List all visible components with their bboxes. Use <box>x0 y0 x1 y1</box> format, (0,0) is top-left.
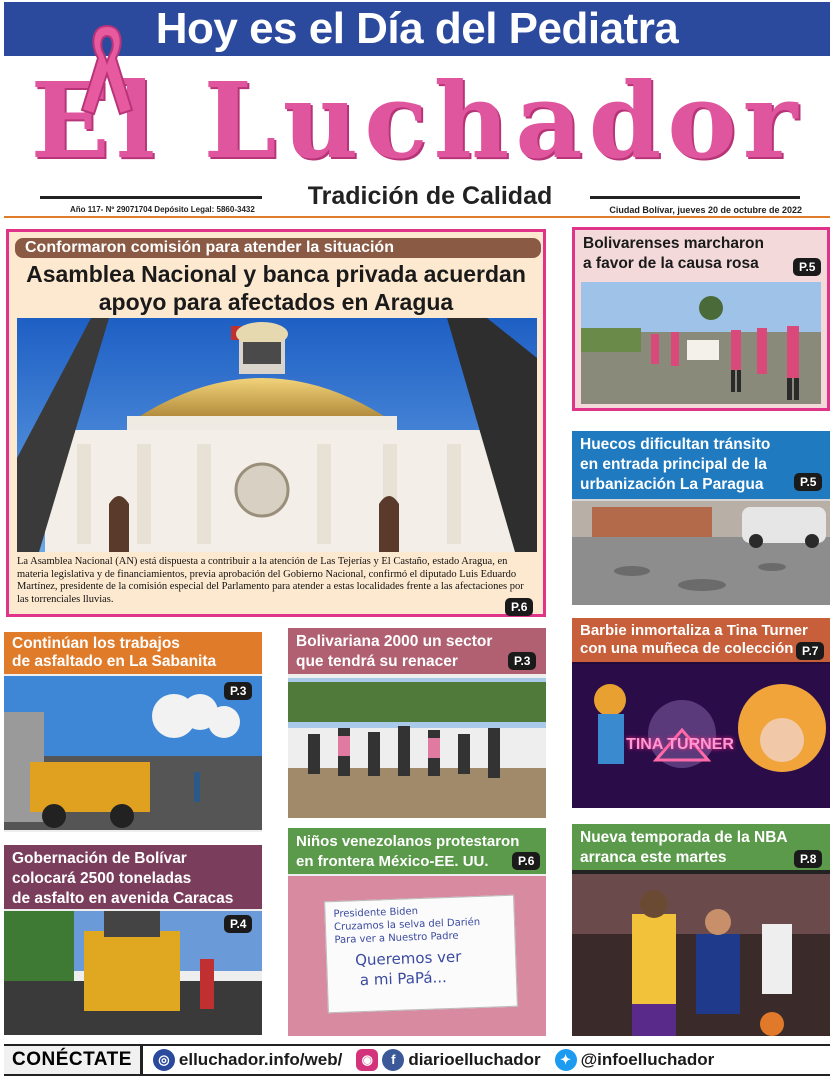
huecos-page-badge: P.5 <box>794 473 822 491</box>
barbie-headline-line-1: Barbie inmortaliza a Tina Turner <box>580 622 808 639</box>
huecos-headline-line-1: Huecos dificultan tránsito <box>580 436 771 453</box>
rosa-headline-line-2: a favor de la causa rosa <box>583 255 759 272</box>
tagline: Tradición de Calidad <box>307 182 553 210</box>
issue-date: Ciudad Bolívar, jueves 20 de octubre de 2022 <box>609 205 802 215</box>
footer-social-text: diarioelluchador <box>408 1050 541 1069</box>
nba-headline-line-2: arranca este martes <box>580 849 727 866</box>
main-kicker: Conformaron comisión para atender la situación <box>15 238 541 258</box>
sign-line-4: Queremos ver <box>354 947 462 970</box>
footer-social-link[interactable] <box>356 1049 540 1071</box>
barbie-doll-photo <box>572 664 830 808</box>
ninos-headline <box>288 828 546 874</box>
footer-bar <box>4 1044 830 1076</box>
rosa-headline-line-1: Bolivarenses marcharon <box>583 235 764 252</box>
footer-twitter-text: @infoelluchador <box>580 1050 715 1069</box>
footer-twitter-link[interactable] <box>555 1049 715 1071</box>
gobernacion-headline-line-2: colocará 2500 toneladas <box>12 870 192 887</box>
bolivariana-headline <box>288 628 546 674</box>
rosa-march-photo <box>581 282 821 404</box>
sabanita-page-badge: P.3 <box>224 682 252 700</box>
sabanita-headline-line-2: de asfaltado en La Sabanita <box>12 653 217 670</box>
story-nba[interactable] <box>572 824 830 1036</box>
bolivariana-page-badge: P.3 <box>508 652 536 670</box>
story-bolivariana[interactable] <box>288 628 546 818</box>
sign-line-2: Cruzamos la selva del Darién <box>333 916 481 934</box>
barbie-headline-line-2: con una muñeca de colección <box>580 640 794 657</box>
ninos-protest-photo <box>288 876 546 1036</box>
ninos-page-badge: P.6 <box>512 852 540 870</box>
tagline-rule-left <box>40 196 262 199</box>
huecos-headline-line-2: en entrada principal de la <box>580 456 767 473</box>
ninos-headline-line-2: en frontera México-EE. UU. <box>296 853 489 870</box>
barbie-headline <box>572 618 830 662</box>
main-story[interactable] <box>6 229 546 617</box>
nba-page-badge: P.8 <box>794 850 822 868</box>
huecos-headline-line-3: urbanización La Paragua <box>580 476 764 493</box>
story-gobernacion[interactable] <box>4 845 262 1035</box>
sign-line-3: Para ver a Nuestro Padre <box>334 930 459 947</box>
gobernacion-headline <box>4 845 262 909</box>
asamblea-photo <box>17 318 537 552</box>
gobernacion-headline-line-1: Gobernación de Bolívar <box>12 850 187 867</box>
main-caption: La Asamblea Nacional (AN) está dispuesta a contribuir a la atención de Las Tejerías y El Castaño, estado Aragua, en materia legislativa y de financiamientos, previa aprobación del Gobierno Nacional, confirmó el diputado Luis Eduardo Martínez, presidente de la comisión especial del Parlamento para atender a estas localidades frente a las afectaciones por las torrenciales lluvias. <box>17 556 524 605</box>
twitter-icon: ✦ <box>555 1049 577 1071</box>
header-rule <box>4 216 830 218</box>
tagline-rule-right <box>590 196 800 199</box>
main-headline-line-1: Asamblea Nacional y banca privada acuerdan <box>26 261 526 287</box>
story-huecos[interactable] <box>572 431 830 605</box>
globe-icon: ◎ <box>153 1049 175 1071</box>
story-barbie[interactable] <box>572 618 830 808</box>
masthead-title: El Luchador <box>30 59 804 182</box>
nba-game-photo <box>572 874 830 1036</box>
main-headline <box>9 260 543 316</box>
main-headline-line-2: apoyo para afectados en Aragua <box>98 289 454 315</box>
main-page-badge: P.6 <box>505 598 533 616</box>
ninos-headline-line-1: Niños venezolanos protestaron <box>296 833 520 850</box>
gobernacion-headline-line-3: de asfalto en avenida Caracas <box>12 890 234 907</box>
connect-label: CONÉCTATE <box>4 1046 143 1074</box>
pink-ribbon-icon <box>78 18 136 118</box>
footer-web-text: elluchador.info/web/ <box>178 1050 343 1069</box>
nba-headline <box>572 824 830 870</box>
rosa-page-badge: P.5 <box>793 258 821 276</box>
sabanita-headline <box>4 632 262 674</box>
tina-turner-neon: TINA TURNER <box>626 736 734 753</box>
rosa-headline <box>575 230 827 278</box>
gobernacion-page-badge: P.4 <box>224 915 252 933</box>
protest-sign <box>324 895 518 1014</box>
story-ninos[interactable] <box>288 828 546 1036</box>
sabanita-headline-line-1: Continúan los trabajos <box>12 635 180 652</box>
huecos-headline <box>572 431 830 499</box>
story-sabanita[interactable] <box>4 632 262 832</box>
instagram-icon: ◉ <box>356 1049 378 1071</box>
top-banner: Hoy es el Día del Pediatra <box>4 2 830 56</box>
bolivariana-headline-line-2: que tendrá su renacer <box>296 653 458 670</box>
huecos-road-photo <box>572 501 830 605</box>
story-rosa[interactable] <box>572 227 830 411</box>
bolivariana-crowd-photo <box>288 678 546 818</box>
nba-headline-line-1: Nueva temporada de la NBA <box>580 829 788 846</box>
bolivariana-headline-line-1: Bolivariana 2000 un sector <box>296 633 493 650</box>
sabanita-paving-photo <box>4 676 262 830</box>
issue-info: Año 117- Nº 29071704 Depósito Legal: 5860-3432 <box>70 205 255 214</box>
facebook-icon: f <box>382 1049 404 1071</box>
barbie-page-badge: P.7 <box>796 642 824 660</box>
sign-line-5: a mi PaPá... <box>359 968 448 990</box>
footer-web-link[interactable] <box>153 1049 342 1071</box>
sign-line-1: Presidente Biden <box>333 906 419 921</box>
